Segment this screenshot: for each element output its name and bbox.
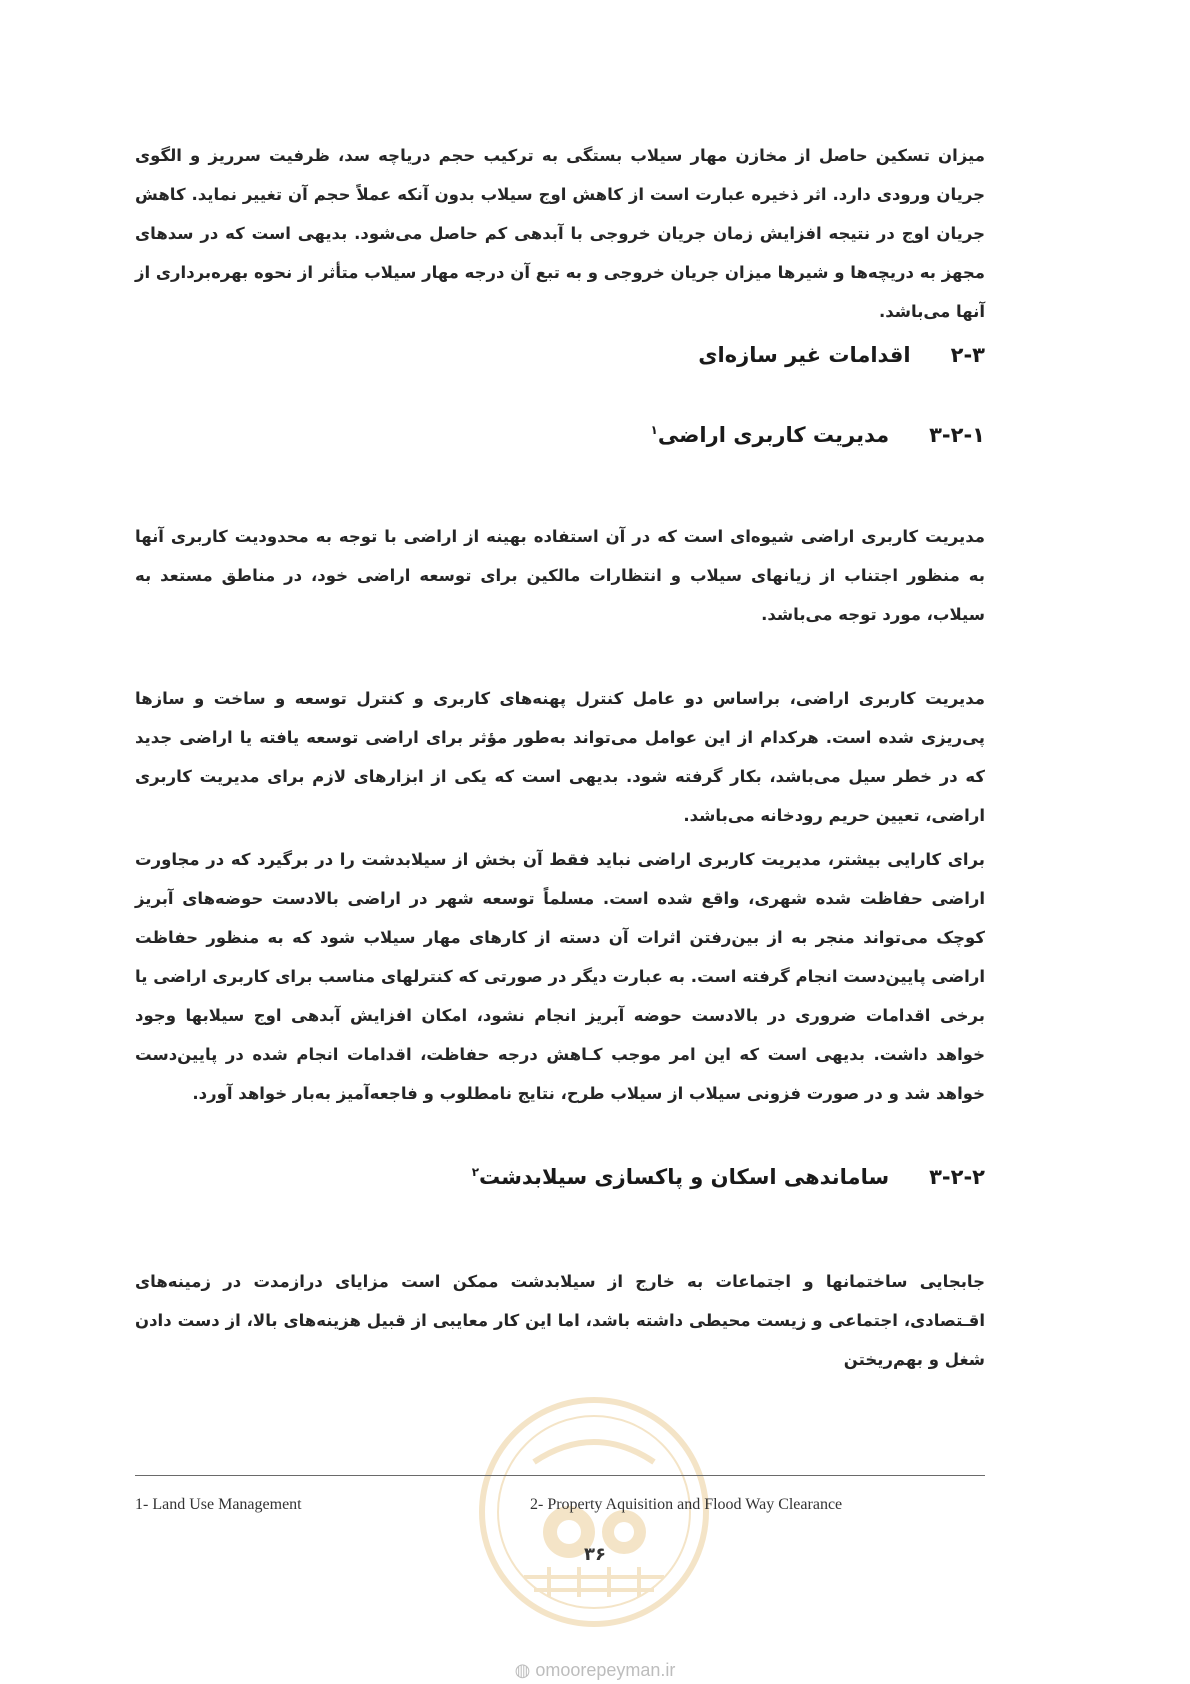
footnote-marker: ۱ xyxy=(650,423,658,437)
section-heading-3-2 xyxy=(698,343,985,367)
footnote-1: 1- Land Use Management xyxy=(135,1496,302,1513)
watermark-site-text xyxy=(0,1660,1190,1681)
globe-icon: ◍ xyxy=(514,1660,531,1680)
section-number: ۳-۲-۱ xyxy=(929,423,985,447)
paragraph-land-use-efficiency: برای کارایی بیشتر، مدیریت کاربری اراضی نباید فقط آن بخش از سیلابدشت را در برگیرد که در مجاورت اراضی حفاظت شده شهری، واقع شده است. مسلماً توسعه شهر در اراضی بالادست حوضه‌های آبریز کوچک می‌تواند منجر به از بین‌رفتن اثرات آن دسته از کارهای مهار سیلاب شود که به منظور حفاظت اراضی پایین‌دست انجام گرفته است. به عبارت دیگر در صورتی که کنترلهای مناسب برای کاربری اراضی یا برخی اقدامات ضروری در بالادست حوضه آبریز انجام نشود، امکان افزایش آبدهی اوج سیلابها وجود خواهد داشت. بدیهی است که این امر موجب کـاهش درجه حفاظت، اقدامات انجام شده در پایین‌دست خواهد شد و در صورت فزونی سیلاب از سیلاب طرح، نتایج نامطلوب و فاجعه‌آمیز به‌بار خواهد آورد. xyxy=(135,850,985,1103)
footnote-divider xyxy=(135,1475,985,1476)
footnote-2: 2- Property Aquisition and Flood Way Clearance xyxy=(530,1496,843,1513)
section-heading-3-2-1 xyxy=(651,423,985,447)
section-title: مدیریت کاربری اراضی xyxy=(657,423,890,447)
paragraph-flood-storage: میزان تسکین حاصل از مخازن مهار سیلاب بستگی به ترکیب حجم دریاچه سد، ظرفیت سرریز و الگوی جریان ورودی دارد. اثر ذخیره عبارت است از کاهش اوج سیلاب بدون آنکه عملاً حجم آن تغییر نماید. کاهش جریان اوج در نتیجه افزایش زمان جریان خروجی با آبدهی کم حاصل می‌شود. بدیهی است که در سدهای مجهز به دریچه‌ها و شیرها میزان جریان خروجی و به تبع آن درجه مهار سیلاب متأثر از نحوه بهره‌برداری از آنها می‌باشد. xyxy=(135,146,985,321)
paragraph-land-use-definition: مدیریت کاربری اراضی شیوه‌ای است که در آن استفاده بهینه از اراضی با توجه به محدودیت کاربری آنها به منظور اجتناب از زیانهای سیلاب و انتظارات مالکین برای توسعه اراضی خود، در مناطق مستعد به سیلاب، مورد توجه می‌باشد. xyxy=(135,527,985,624)
footnote-marker: ۲ xyxy=(471,1165,480,1179)
page-number: ۳۶ xyxy=(584,1544,606,1565)
section-number: ۲-۳ xyxy=(950,343,985,367)
section-title: ساماندهی اسکان و پاکسازی سیلابدشت xyxy=(479,1165,890,1189)
paragraph-land-use-factors: مدیریت کاربری اراضی، براساس دو عامل کنترل پهنه‌های کاربری و کنترل توسعه و ساخت و سازها پی‌ریزی شده است. هرکدام از این عوامل می‌تواند به‌طور مؤثر برای اراضی توسعه یافته یا اراضی جدید که در خطر سیل می‌باشد، بکار گرفته شود. بدیهی است که یکی از ابزارهای لازم برای مدیریت کاربری اراضی، تعیین حریم رودخانه می‌باشد. xyxy=(135,689,985,825)
section-title: اقدامات غیر سازه‌ای xyxy=(698,343,911,367)
section-heading-3-2-2 xyxy=(472,1165,985,1189)
paragraph-relocation: جابجایی ساختمانها و اجتماعات به خارج از سیلابدشت ممکن است مزایای درازمدت در زمینه‌های اقـتصادی، اجتماعی و زیست محیطی داشته باشد، اما این کار معایبی از قبیل هزینه‌های بالا، از دست دادن شغل و بهم‌ریختن xyxy=(135,1272,985,1369)
section-number: ۳-۲-۲ xyxy=(929,1165,985,1189)
watermark-url: omoorepeyman.ir xyxy=(535,1660,676,1680)
